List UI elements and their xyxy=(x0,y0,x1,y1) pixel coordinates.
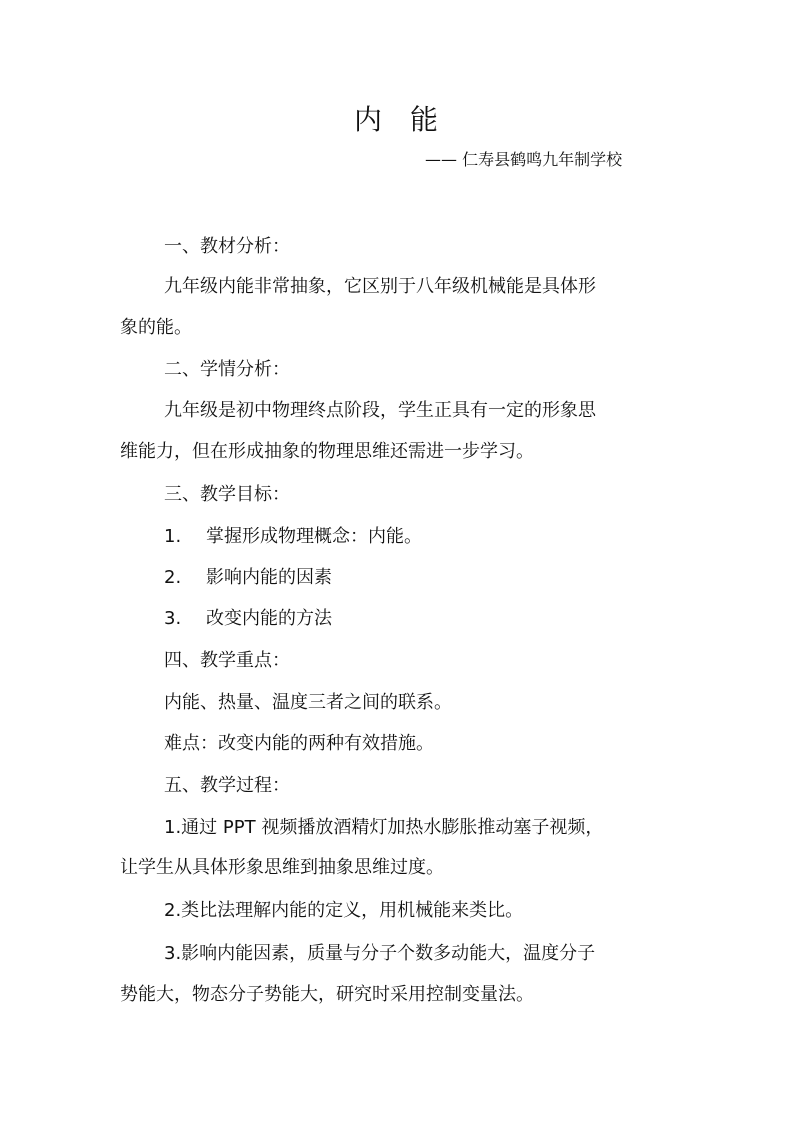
list-item xyxy=(164,604,332,630)
section-heading-teaching-process: 五、教学过程： xyxy=(164,775,290,796)
title-char-2: 能 xyxy=(410,103,441,136)
paragraph-line: 势能大，物态分子势能大，研究时采用控制变量法。 xyxy=(120,984,534,1005)
list-item-text: 改变内能的方法 xyxy=(206,608,332,629)
section-heading-textbook-analysis: 一、教材分析： xyxy=(164,236,290,257)
section-heading-teaching-goals: 三、教学目标： xyxy=(164,484,290,505)
paragraph-line: 1.通过 PPT 视频播放酒精灯加热水膨胀推动塞子视频， xyxy=(164,817,604,838)
list-item-number: 2. xyxy=(164,567,182,588)
school-byline: —— 仁寿县鹤鸣九年制学校 xyxy=(425,150,623,169)
paragraph-line: 让学生从具体形象思维到抽象思维过度。 xyxy=(120,857,444,878)
paragraph-line: 难点：改变内能的两种有效措施。 xyxy=(164,733,434,754)
document-title xyxy=(0,98,794,138)
section-heading-key-points: 四、教学重点： xyxy=(164,650,290,671)
paragraph-line: 九年级内能非常抽象，它区别于八年级机械能是具体形 xyxy=(164,276,596,297)
paragraph-line: 维能力，但在形成抽象的物理思维还需进一步学习。 xyxy=(120,441,534,462)
list-item xyxy=(164,522,422,548)
paragraph-line: 内能、热量、温度三者之间的联系。 xyxy=(164,692,452,713)
list-item-text: 影响内能的因素 xyxy=(206,567,332,588)
list-item xyxy=(164,563,332,589)
list-item-number: 3. xyxy=(164,608,182,629)
section-heading-student-analysis: 二、学情分析： xyxy=(164,359,290,380)
list-item-number: 1. xyxy=(164,526,182,547)
paragraph-line: 2.类比法理解内能的定义，用机械能来类比。 xyxy=(164,900,524,921)
paragraph-line: 3.影响内能因素，质量与分子个数多动能大，温度分子 xyxy=(164,943,596,964)
paragraph-line: 九年级是初中物理终点阶段，学生正具有一定的形象思 xyxy=(164,400,596,421)
paragraph-line: 象的能。 xyxy=(120,317,192,338)
list-item-text: 掌握形成物理概念：内能。 xyxy=(206,526,422,547)
title-char-1: 内 xyxy=(353,103,384,136)
